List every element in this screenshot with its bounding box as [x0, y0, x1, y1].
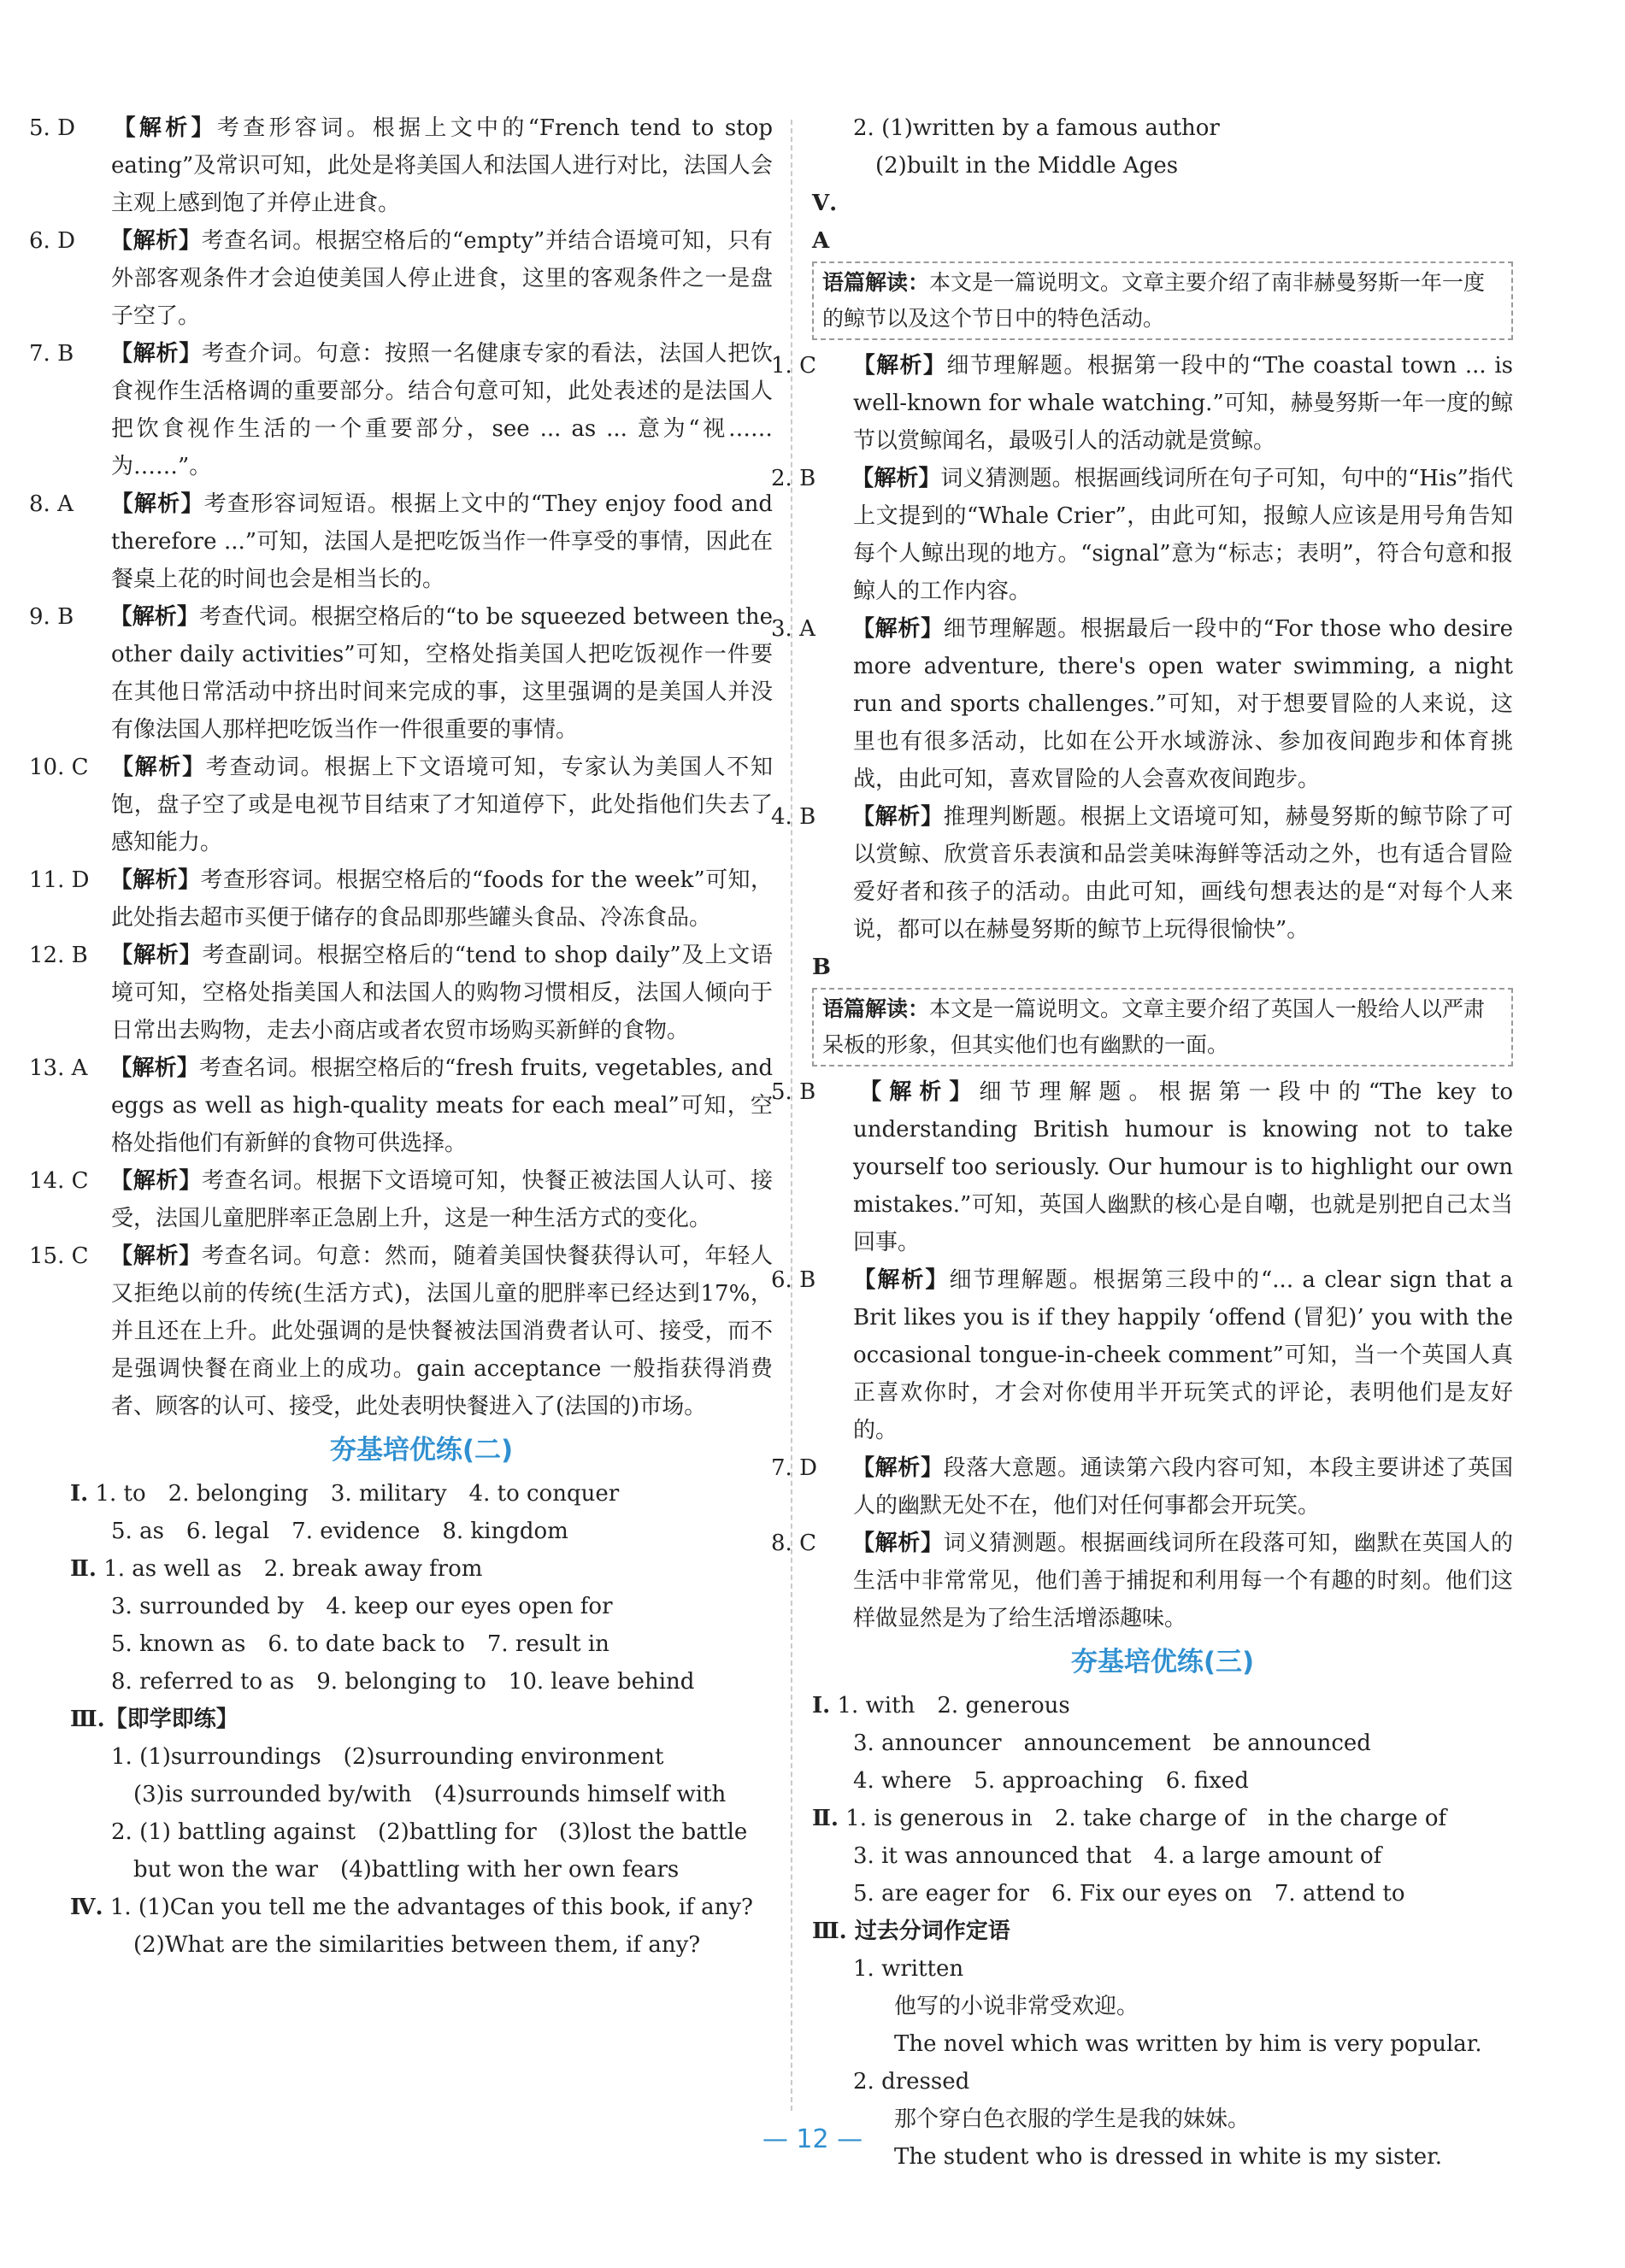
passage-a-answers: [771, 347, 1513, 949]
answer-line: 3. announcer announcement be announced: [853, 1730, 1371, 1756]
summary-label: 语篇解读：: [822, 996, 930, 1021]
analysis-text: 细节理解题。根据最后一段中的“For those who desire more adventure, there's open water swimming, a night run and sports challenges.”可知，对于想要冒险的人来说，这里也有很多活动，比如在公开水域游泳、参加夜间跑步和体育挑战，由此可知，喜欢冒险的人会喜欢夜间跑步。: [853, 616, 1513, 792]
passage-summary-a: [812, 261, 1513, 340]
answer-line: 8. referred to as 9. belonging to 10. leave behind: [111, 1669, 695, 1695]
answer-line: 1. written: [853, 1956, 964, 1982]
analysis-tag: 【解析】: [859, 1079, 980, 1105]
roman-1: Ⅰ.: [812, 1693, 831, 1719]
answer-line: 5. are eager for 6. Fix our eyes on 7. attend to: [853, 1881, 1405, 1907]
roman-5: Ⅴ.: [812, 191, 838, 216]
answer-item: [29, 485, 773, 598]
analysis-text: 考查名词。句意：然而，随着美国快餐获得认可，年轻人又拒绝以前的传统(生活方式)，法国儿童的肥胖率已经达到17%，并且还在上升。此处强调的是快餐被法国消费者认可、接受，而不是强调快餐在商业上的成功。gain acceptance 一般指获得消费者、顾客的认可、接受，此处表明快餐进入了(法国的)市场。: [111, 1243, 773, 1419]
s3-part-1: [812, 1687, 1513, 1800]
section-title-2: 夯基培优练(二): [329, 1435, 514, 1466]
analysis-tag: 【解析】: [851, 466, 941, 491]
roman-2: Ⅱ.: [70, 1556, 97, 1582]
answer-line: 5. as 6. legal 7. evidence 8. kingdom: [111, 1519, 568, 1544]
answer-number: 5. D: [29, 115, 75, 141]
analysis-tag: 【解析】: [110, 943, 203, 968]
analysis-text: 细节理解题。根据第一段中的“The coastal town ... is well-known for whale watching.”可知，赫曼努斯一年一度的鲸节以赏鲸闻名，最吸引人的活动就是赏鲸。: [853, 353, 1513, 454]
roman-1: Ⅰ.: [70, 1481, 89, 1507]
answer-item: [771, 610, 1513, 798]
analysis-text: 细节理解题。根据第三段中的“... a clear sign that a Brit likes you is if they happily ‘offend (冒犯)’ you with the occasional tongue-in-cheek comment”可知，当一个英国人真正喜欢你时，才会对你使用半开玩笑式的评论，表明他们是友好的。: [853, 1267, 1514, 1443]
passage-b-answers: [771, 1073, 1514, 1637]
answer-number: 10. C: [29, 755, 89, 780]
answer-number: 2. B: [771, 466, 816, 491]
analysis-text: 考查副词。根据空格后的“tend to shop daily”及上文语境可知，空格处指美国人和法国人的购物习惯相反，法国人倾向于日常出去购物，走去小商店或者农贸市场购买新鲜的食物。: [111, 943, 773, 1043]
section-title-3: 夯基培优练(三): [1070, 1647, 1255, 1677]
answer-line: 2. dressed: [853, 2069, 970, 2095]
left-answer-list: [29, 109, 773, 1425]
answer-item: [771, 1073, 1513, 1261]
s2-part-3: [70, 1701, 773, 1889]
analysis-text: 考查代词。根据空格后的“to be squeezed between the other daily activities”可知，空格处指美国人把吃饭视作一件要在其他日常活动中挤出时间来完成的事，这里强调的是美国人并没有像法国人那样把吃饭当作一件很重要的事情。: [111, 604, 773, 743]
analysis-text: 考查形容词。根据上文中的“French tend to stop eating”及常识可知，此处是将美国人和法国人进行对比，法国人会主观上感到饱了并停止进食。: [111, 115, 773, 216]
roman-3: Ⅲ. 过去分词作定语: [812, 1918, 1010, 1944]
answer-item: [29, 222, 773, 335]
analysis-text: 考查动词。根据上下文语境可知，专家认为美国人不知饱，盘子空了或是电视节目结束了才知道停下，此处指他们失去了感知能力。: [111, 755, 773, 855]
analysis-text: 考查介词。句意：按照一名健康专家的看法，法国人把饮食视作生活格调的重要部分。结合句意可知，此处表述的是法国人把饮食视作生活的一个重要部分，see ... as ... 意为“视……为……”。: [111, 341, 773, 479]
answer-number: 12. B: [29, 943, 88, 968]
analysis-text: 词义猜测题。根据画线词所在段落可知，幽默在英国人的生活中非常常见，他们善于捕捉和利用每一个有趣的时刻。他们这样做显然是为了给生活增添趣味。: [853, 1531, 1513, 1631]
answer-item: [29, 335, 773, 485]
summary-text: 本文是一篇说明文。文章主要介绍了英国人一般给人以严肃呆板的形象，但其实他们也有幽默的一面。: [822, 996, 1486, 1057]
answer-item: [29, 1049, 773, 1162]
answer-number: 13. A: [29, 1055, 88, 1081]
analysis-tag: 【解析】: [851, 1531, 944, 1556]
answer-item: [29, 1162, 773, 1237]
answer-line: 4. where 5. approaching 6. fixed: [853, 1768, 1249, 1794]
answer-item: [29, 598, 773, 749]
analysis-text: 考查形容词短语。根据上文中的“They enjoy food and therefore ...”可知，法国人是把吃饭当作一件享受的事情，因此在餐桌上花的时间也会是相当长的。: [111, 491, 773, 592]
analysis-tag: 【解析】: [851, 616, 944, 642]
answer-number: 8. A: [29, 491, 74, 517]
answer-number: 6. B: [771, 1267, 816, 1293]
analysis-tag: 【解析】: [110, 755, 206, 780]
answer-item: [771, 1449, 1513, 1525]
analysis-tag: 【解析】: [109, 867, 201, 893]
analysis-text: 段落大意题。通读第六段内容可知，本段主要讲述了英国人的幽默无处不在，他们对任何事都会开玩笑。: [853, 1455, 1513, 1519]
answer-line: 1. (1)Can you tell me the advantages of this book, if any?: [109, 1895, 753, 1920]
answer-line: 1. (1)surroundings (2)surrounding environment: [111, 1744, 664, 1770]
analysis-tag: 【解析】: [110, 491, 204, 517]
answer-item: [29, 1237, 773, 1425]
answer-line: 他写的小说非常受欢迎。: [894, 1994, 1139, 2019]
analysis-text: 词义猜测题。根据画线词所在句子可知，句中的“His”指代上文提到的“Whale Crier”，由此可知，报鲸人应该是用号角告知每个人鲸出现的地方。“signal”意为“标志；表明”，符合句意和报鲸人的工作内容。: [853, 466, 1513, 604]
passage-summary-b: [812, 988, 1513, 1066]
answer-line: 3. it was announced that 4. a large amount of: [853, 1843, 1382, 1869]
answer-number: 9. B: [29, 604, 74, 630]
answer-item: [29, 109, 773, 222]
answer-item: [29, 749, 773, 861]
s3-part-2: [812, 1800, 1513, 1913]
answer-line: 1. with 2. generous: [837, 1693, 1070, 1719]
summary-label: 语篇解读：: [822, 270, 930, 295]
analysis-tag: 【解析】: [851, 804, 944, 830]
analysis-tag: 【解析】: [110, 1168, 203, 1194]
analysis-text: 推理判断题。根据上文语境可知，赫曼努斯的鲸节除了可以赏鲸、欣赏音乐表演和品尝美味海鲜等活动之外，也有适合冒险爱好者和孩子的活动。由此可知，画线句想表达的是“对每个人来说，都可以在赫曼努斯的鲸节上玩得很愉快”。: [853, 804, 1513, 943]
answer-line: 1. is generous in 2. take charge of in the charge of: [845, 1806, 1447, 1831]
analysis-tag: 【解析】: [853, 1267, 950, 1293]
answer-number: 8. C: [771, 1531, 816, 1556]
roman-3: Ⅲ.【即学即练】: [70, 1707, 238, 1732]
analysis-tag: 【解析】: [109, 228, 202, 254]
answer-number: 5. B: [771, 1079, 816, 1105]
answer-item: [29, 937, 773, 1049]
answer-number: 6. D: [29, 228, 75, 254]
answer-number: 11. D: [29, 867, 90, 893]
summary-text: 本文是一篇说明文。文章主要介绍了南非赫曼努斯一年一度的鲸节以及这个节日中的特色活动。: [822, 270, 1486, 331]
roman-2: Ⅱ.: [812, 1806, 839, 1831]
answer-line: 2. (1) battling against (2)battling for (3)lost the battle: [111, 1819, 748, 1845]
passage-label-b: B: [812, 955, 831, 980]
answer-item: [771, 1525, 1513, 1637]
column-divider: [791, 120, 792, 2111]
analysis-tag: 【解析】: [110, 1243, 203, 1269]
answer-line: (2)built in the Middle Ages: [853, 153, 1179, 179]
answer-number: 1. C: [771, 353, 816, 379]
answer-number: 3. A: [771, 616, 815, 642]
analysis-text: 考查名词。根据空格后的“empty”并结合语境可知，只有外部客观条件才会迫使美国人停止进食，这里的客观条件之一是盘子空了。: [111, 228, 773, 329]
answer-line: but won the war (4)battling with her own fears: [111, 1857, 680, 1883]
analysis-tag: 【解析】: [110, 341, 203, 367]
analysis-tag: 【解析】: [109, 604, 200, 630]
analysis-text: 考查名词。根据下文语境可知，快餐正被法国人认可、接受，法国儿童肥胖率正急剧上升，这是一种生活方式的变化。: [111, 1168, 773, 1231]
analysis-tag: 【解析】: [109, 1055, 199, 1081]
analysis-text: 考查形容词。根据空格后的“foods for the week”可知，此处指去超市买便于储存的食品即那些罐头食品、冷冻食品。: [111, 867, 773, 931]
answer-line: 5. known as 6. to date back to 7. result in: [111, 1631, 609, 1657]
analysis-text: 细节理解题。根据第一段中的“The key to understanding British humour is knowing not to take yourself too seriously. Our humour is to highlight our own mistakes.”可知，英国人幽默的核心是自嘲，也就是别把自己太当回事。: [853, 1079, 1513, 1255]
roman-4: Ⅳ.: [70, 1895, 103, 1920]
analysis-tag: 【解析】: [851, 1455, 944, 1481]
answer-number: 7. D: [771, 1455, 817, 1481]
answer-item: [771, 460, 1513, 610]
right-column: [771, 109, 1514, 2176]
s2-part-4: [70, 1889, 773, 1964]
s2-part-2: [70, 1550, 773, 1701]
answer-item: [771, 798, 1513, 949]
answer-item: [771, 347, 1513, 460]
analysis-tag: 【解析】: [852, 353, 947, 379]
answer-number: 14. C: [29, 1168, 89, 1194]
answer-number: 15. C: [29, 1243, 89, 1269]
answer-line: 1. to 2. belonging 3. military 4. to conquer: [95, 1481, 620, 1507]
answer-line: (3)is surrounded by/with (4)surrounds himself with: [111, 1782, 727, 1807]
answer-line: 3. surrounded by 4. keep our eyes open for: [111, 1594, 613, 1619]
answer-line: 那个穿白色衣服的学生是我的妹妹。: [894, 2106, 1251, 2132]
answer-line: (2)What are the similarities between them, if any?: [111, 1932, 701, 1958]
answer-item: [29, 861, 773, 937]
answer-line: The novel which was written by him is very popular.: [894, 2031, 1482, 2057]
answer-line: The student who is dressed in white is my sister.: [894, 2144, 1442, 2170]
answer-item: [771, 1261, 1514, 1449]
left-column: [29, 109, 773, 1964]
answer-line: 1. as well as 2. break away from: [103, 1556, 483, 1582]
analysis-text: 考查名词。根据空格后的“fresh fruits, vegetables, and eggs as well as high-quality meats for each meal”可知，空格处指他们有新鲜的食物可供选择。: [111, 1055, 773, 1156]
passage-label-a: A: [812, 228, 830, 254]
answer-number: 7. B: [29, 341, 74, 367]
answer-number: 4. B: [771, 804, 816, 830]
answer-line: 2. (1)written by a famous author: [853, 115, 1220, 141]
analysis-tag: 【解析】: [113, 115, 217, 141]
s2-part-1: [70, 1475, 773, 1550]
page-number: — 12 —: [762, 2124, 863, 2154]
